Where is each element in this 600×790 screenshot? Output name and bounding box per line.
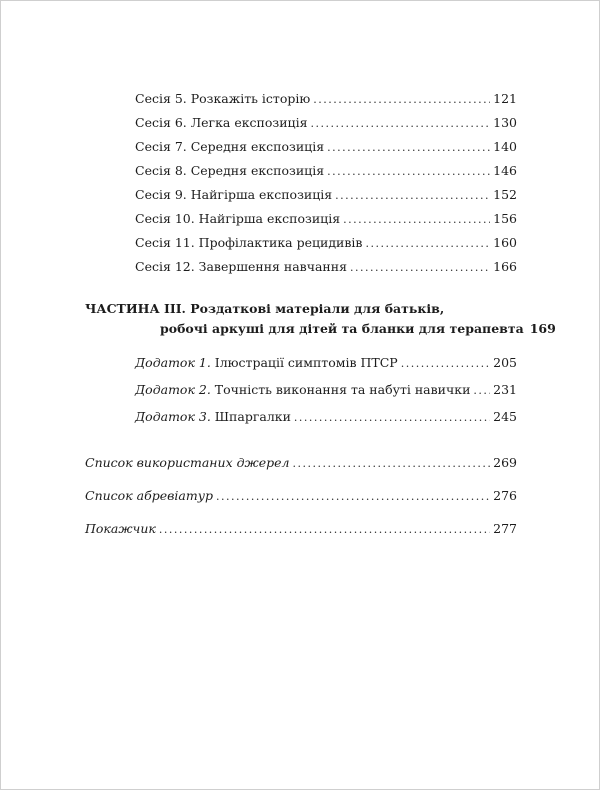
- toc-entry: [85, 183, 517, 207]
- toc-entry-page: 277: [493, 521, 517, 536]
- toc-appendices-list: [85, 350, 517, 431]
- toc-entry-page: 156: [493, 211, 517, 226]
- toc-entry-title: робочі аркуші для дітей та бланки для терапевта: [160, 321, 524, 336]
- toc-entry: [85, 350, 517, 377]
- toc-entry: [85, 404, 517, 431]
- toc-part3-line2: [85, 319, 556, 340]
- toc-entry-page: 276: [493, 488, 517, 503]
- toc-entry-title: [135, 350, 398, 376]
- dot-leader: [335, 183, 490, 207]
- toc-entry-title: Список абревіатур: [85, 488, 213, 503]
- toc-entry-title: Сесія 6. Легка експозиція: [135, 115, 308, 130]
- toc-entry-title: Сесія 8. Середня експозиція: [135, 163, 325, 178]
- dot-leader: [294, 404, 490, 431]
- appendix-title: Ілюстрації симптомів ПТСР: [210, 355, 398, 370]
- toc-entry: [85, 111, 517, 135]
- dot-leader: [473, 377, 490, 404]
- toc-back-matter-list: [85, 451, 517, 541]
- toc-entry: [85, 451, 517, 475]
- toc-entry-page: 231: [493, 382, 517, 397]
- appendix-title: Шпаргалки: [210, 409, 291, 424]
- appendix-label: Додаток 2.: [135, 382, 211, 397]
- toc-entry-page: 245: [493, 409, 517, 424]
- dot-leader: [365, 231, 490, 255]
- toc-entry-page: 130: [493, 115, 517, 130]
- toc-entry-page: 152: [493, 187, 517, 202]
- toc-entry-title: Покажчик: [85, 521, 156, 536]
- toc-entry: [85, 255, 517, 279]
- dot-leader: [401, 350, 490, 377]
- toc-entry: [85, 207, 517, 231]
- toc-entry-title: [135, 377, 470, 403]
- toc-part3-line1: ЧАСТИНА III. Роздаткові матеріали для батьків,: [85, 301, 445, 316]
- toc-entry-page: 169: [529, 321, 556, 336]
- toc-entry-page: 205: [493, 355, 517, 370]
- toc-entry: [85, 484, 517, 508]
- toc-entry-page: 121: [493, 91, 517, 106]
- appendix-title: Точність виконання та набуті навички: [210, 382, 471, 397]
- dot-leader: [343, 207, 490, 231]
- dot-leader: [327, 135, 490, 159]
- toc-entry-title: Сесія 5. Розкажіть історію: [135, 91, 311, 106]
- toc-entry-title: Список використаних джерел: [85, 455, 290, 470]
- toc-entry-title: Сесія 12. Завершення навчання: [135, 259, 347, 274]
- toc-entry-title: Сесія 9. Найгірша експозиція: [135, 187, 333, 202]
- dot-leader: [293, 451, 491, 475]
- toc-entry-title: Сесія 11. Профілактика рецидивів: [135, 235, 363, 250]
- toc-entry-title: [135, 404, 291, 430]
- toc-entry: [85, 377, 517, 404]
- dot-leader: [350, 255, 490, 279]
- toc-entry: [85, 159, 517, 183]
- toc-entry-page: 140: [493, 139, 517, 154]
- toc-entry-title: Сесія 7. Середня експозиція: [135, 139, 325, 154]
- toc-entry-title: Сесія 10. Найгірша експозиція: [135, 211, 341, 226]
- toc-entry: [85, 231, 517, 255]
- toc-part3-heading: [85, 299, 556, 340]
- toc-entry-page: 146: [493, 163, 517, 178]
- dot-leader: [216, 484, 490, 508]
- appendix-label: Додаток 3.: [135, 409, 211, 424]
- table-of-contents: [85, 87, 556, 550]
- dot-leader: [159, 517, 490, 541]
- toc-sessions-list: [85, 87, 517, 279]
- toc-entry-page: 269: [493, 455, 517, 470]
- appendix-label: Додаток 1.: [135, 355, 211, 370]
- toc-entry-page: 166: [493, 259, 517, 274]
- toc-entry: [85, 87, 517, 111]
- toc-entry: [85, 517, 517, 541]
- dot-leader: [327, 159, 490, 183]
- toc-entry: [85, 135, 517, 159]
- dot-leader: [310, 111, 490, 135]
- dot-leader: [313, 87, 490, 111]
- toc-entry-page: 160: [493, 235, 517, 250]
